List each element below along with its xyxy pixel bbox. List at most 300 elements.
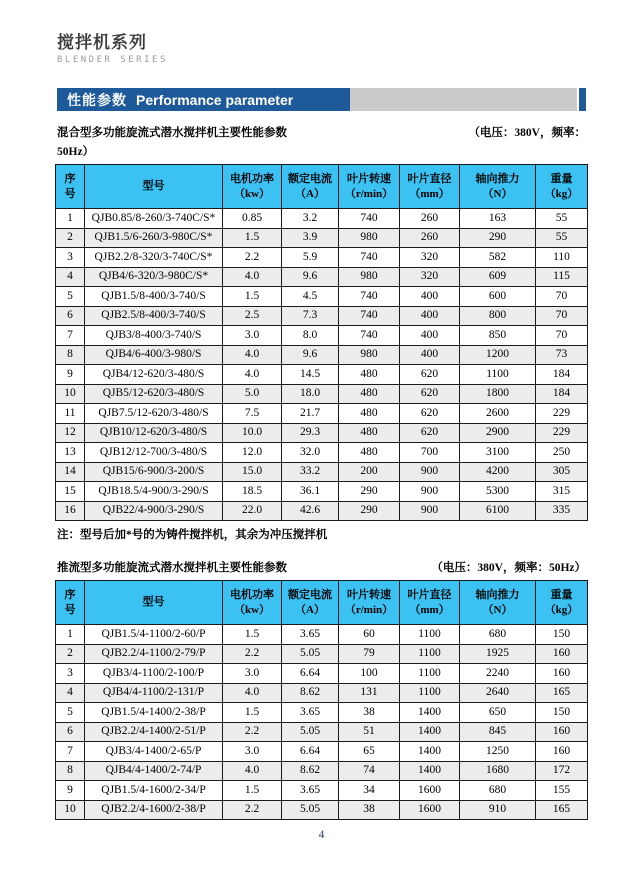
cell-weight: 165 <box>536 683 588 703</box>
cell-axial-thrust: 2600 <box>460 404 536 424</box>
cell-blade-speed: 79 <box>339 644 400 664</box>
cell-axial-thrust: 600 <box>460 287 536 307</box>
cell-model: QJB4/4-1400/2-74/P <box>85 761 223 781</box>
column-header <box>460 165 536 209</box>
cell-weight: 115 <box>536 267 588 287</box>
brand-header <box>57 28 586 65</box>
cell-index: 15 <box>56 482 85 502</box>
cell-model: QJB3/8-400/3-740/S <box>85 326 223 346</box>
cell-rated-current: 8.62 <box>282 761 339 781</box>
cell-rated-current: 33.2 <box>282 462 339 482</box>
cell-axial-thrust: 650 <box>460 703 536 723</box>
column-header-label: 叶片直径 <box>407 588 452 601</box>
cell-rated-current: 3.2 <box>282 209 339 229</box>
cell-model: QJB0.85/8-260/3-740C/S* <box>85 209 223 229</box>
table-row <box>56 722 588 742</box>
cell-model: QJB1.5/4-1400/2-38/P <box>85 703 223 723</box>
table-row <box>56 345 588 365</box>
cell-index: 1 <box>56 209 85 229</box>
cell-model: QJB18.5/4-900/3-290/S <box>85 482 223 502</box>
cell-weight: 335 <box>536 501 588 521</box>
cell-model: QJB2.2/8-320/3-740C/S* <box>85 248 223 268</box>
cell-motor-power: 3.0 <box>223 742 282 762</box>
column-header <box>282 581 339 625</box>
cell-rated-current: 21.7 <box>282 404 339 424</box>
cell-blade-diameter: 700 <box>400 443 460 463</box>
column-header <box>282 165 339 209</box>
flow-table-caption-title: 推流型多功能旋流式潜水搅拌机主要性能参数 <box>57 562 287 574</box>
cell-index: 8 <box>56 345 85 365</box>
column-header-unit: （r/min） <box>344 187 394 200</box>
cell-blade-speed: 51 <box>339 722 400 742</box>
cell-axial-thrust: 1200 <box>460 345 536 365</box>
cell-motor-power: 0.85 <box>223 209 282 229</box>
cell-axial-thrust: 910 <box>460 800 536 820</box>
column-header-label: 额定电流 <box>288 172 332 185</box>
column-header-label: 轴向推力 <box>475 172 520 185</box>
section-title-bar-blue <box>57 88 350 111</box>
mix-table-caption <box>57 126 586 140</box>
column-header-unit: （mm） <box>409 187 450 200</box>
cell-rated-current: 3.9 <box>282 228 339 248</box>
cell-index: 6 <box>56 722 85 742</box>
cell-motor-power: 15.0 <box>223 462 282 482</box>
table-row <box>56 326 588 346</box>
column-header <box>56 581 85 625</box>
column-header-label: 轴向推力 <box>475 588 520 601</box>
cell-motor-power: 22.0 <box>223 501 282 521</box>
cell-rated-current: 6.64 <box>282 664 339 684</box>
table-header-row <box>56 581 588 625</box>
cell-axial-thrust: 4200 <box>460 462 536 482</box>
cell-index: 4 <box>56 267 85 287</box>
cell-model: QJB2.2/4-1400/2-51/P <box>85 722 223 742</box>
section-title-bar <box>57 88 586 111</box>
cell-blade-diameter: 900 <box>400 462 460 482</box>
table-row <box>56 209 588 229</box>
flow-blender-performance-table <box>55 580 588 820</box>
cell-motor-power: 4.0 <box>223 683 282 703</box>
column-header-unit: （A） <box>295 187 325 200</box>
cell-axial-thrust: 609 <box>460 267 536 287</box>
column-header <box>85 165 223 209</box>
table-row <box>56 287 588 307</box>
table-row <box>56 683 588 703</box>
column-header <box>400 165 460 209</box>
column-header <box>536 581 588 625</box>
column-header-unit: （kg） <box>544 187 579 200</box>
cell-blade-speed: 980 <box>339 267 400 287</box>
cell-axial-thrust: 6100 <box>460 501 536 521</box>
column-header <box>536 165 588 209</box>
cell-motor-power: 2.2 <box>223 722 282 742</box>
cell-model: QJB4/6-320/3-980C/S* <box>85 267 223 287</box>
cell-blade-diameter: 1400 <box>400 761 460 781</box>
cell-rated-current: 18.0 <box>282 384 339 404</box>
cell-weight: 55 <box>536 228 588 248</box>
cell-index: 9 <box>56 365 85 385</box>
flow-table-caption-voltage: （电压：380V，频率：50Hz） <box>431 562 586 574</box>
cell-index: 1 <box>56 625 85 645</box>
cell-weight: 55 <box>536 209 588 229</box>
cell-motor-power: 4.0 <box>223 267 282 287</box>
column-header-unit: （mm） <box>409 603 450 616</box>
cell-blade-diameter: 400 <box>400 345 460 365</box>
column-header-unit: （N） <box>482 603 513 616</box>
cell-index: 2 <box>56 228 85 248</box>
cell-index: 11 <box>56 404 85 424</box>
cell-blade-diameter: 400 <box>400 287 460 307</box>
cell-model: QJB1.5/6-260/3-980C/S* <box>85 228 223 248</box>
cell-motor-power: 12.0 <box>223 443 282 463</box>
cell-blade-speed: 74 <box>339 761 400 781</box>
mix-table-caption-title: 混合型多功能旋流式潜水搅拌机主要性能参数 <box>57 127 287 139</box>
mix-table-caption-voltage: （电压：380V，频率： <box>468 127 586 139</box>
cell-axial-thrust: 1925 <box>460 644 536 664</box>
cell-blade-diameter: 1400 <box>400 722 460 742</box>
cell-rated-current: 6.64 <box>282 742 339 762</box>
column-header-label: 叶片转速 <box>347 172 391 185</box>
column-header-label: 叶片转速 <box>347 588 391 601</box>
mix-table-caption-frequency: 50Hz） <box>57 146 95 158</box>
cell-weight: 172 <box>536 761 588 781</box>
cell-motor-power: 2.5 <box>223 306 282 326</box>
cell-index: 5 <box>56 287 85 307</box>
cell-weight: 229 <box>536 404 588 424</box>
table-row <box>56 501 588 521</box>
cell-blade-speed: 740 <box>339 326 400 346</box>
cell-blade-speed: 131 <box>339 683 400 703</box>
cell-blade-diameter: 260 <box>400 228 460 248</box>
cell-weight: 73 <box>536 345 588 365</box>
cell-model: QJB12/12-700/3-480/S <box>85 443 223 463</box>
column-header <box>460 581 536 625</box>
column-header-unit: （A） <box>295 603 325 616</box>
column-header-label: 序 <box>64 172 76 185</box>
column-header <box>339 165 400 209</box>
cell-blade-diameter: 1600 <box>400 800 460 820</box>
cell-blade-speed: 65 <box>339 742 400 762</box>
cell-rated-current: 5.9 <box>282 248 339 268</box>
cell-rated-current: 7.3 <box>282 306 339 326</box>
cell-model: QJB1.5/8-400/3-740/S <box>85 287 223 307</box>
cell-model: QJB3/4-1100/2-100/P <box>85 664 223 684</box>
column-header-label: 重量 <box>550 588 573 601</box>
cell-index: 5 <box>56 703 85 723</box>
cell-blade-speed: 38 <box>339 703 400 723</box>
table-row <box>56 228 588 248</box>
cell-axial-thrust: 5300 <box>460 482 536 502</box>
cell-rated-current: 3.65 <box>282 781 339 801</box>
cell-blade-diameter: 1400 <box>400 742 460 762</box>
cell-index: 2 <box>56 644 85 664</box>
cell-weight: 165 <box>536 800 588 820</box>
table-row <box>56 703 588 723</box>
cell-blade-speed: 34 <box>339 781 400 801</box>
cell-model: QJB15/6-900/3-200/S <box>85 462 223 482</box>
cell-weight: 70 <box>536 326 588 346</box>
section-bar-endcap <box>579 88 586 111</box>
cell-model: QJB1.5/4-1600/2-34/P <box>85 781 223 801</box>
cell-weight: 160 <box>536 644 588 664</box>
column-header <box>339 581 400 625</box>
flow-table-caption <box>57 561 586 575</box>
cell-weight: 150 <box>536 703 588 723</box>
section-bar-gray-fill <box>350 88 577 111</box>
cell-model: QJB4/12-620/3-480/S <box>85 365 223 385</box>
cell-axial-thrust: 3100 <box>460 443 536 463</box>
cell-model: QJB4/4-1100/2-131/P <box>85 683 223 703</box>
column-header <box>223 581 282 625</box>
column-header-label: 型号 <box>142 596 165 608</box>
cell-motor-power: 5.0 <box>223 384 282 404</box>
cell-motor-power: 1.5 <box>223 287 282 307</box>
cell-blade-speed: 480 <box>339 365 400 385</box>
cell-rated-current: 5.05 <box>282 722 339 742</box>
cell-blade-diameter: 900 <box>400 501 460 521</box>
cell-blade-speed: 60 <box>339 625 400 645</box>
cell-blade-diameter: 1100 <box>400 664 460 684</box>
cell-blade-speed: 480 <box>339 443 400 463</box>
cell-axial-thrust: 850 <box>460 326 536 346</box>
table-header-row <box>56 165 588 209</box>
cell-axial-thrust: 2240 <box>460 664 536 684</box>
cell-motor-power: 3.0 <box>223 326 282 346</box>
cell-blade-diameter: 1100 <box>400 683 460 703</box>
cell-blade-diameter: 1100 <box>400 625 460 645</box>
table-row <box>56 248 588 268</box>
cell-weight: 229 <box>536 423 588 443</box>
cell-motor-power: 1.5 <box>223 625 282 645</box>
table-row <box>56 644 588 664</box>
cell-model: QJB2.5/8-400/3-740/S <box>85 306 223 326</box>
cell-blade-diameter: 620 <box>400 384 460 404</box>
cell-blade-diameter: 620 <box>400 404 460 424</box>
cell-rated-current: 36.1 <box>282 482 339 502</box>
cell-blade-diameter: 400 <box>400 326 460 346</box>
header-row <box>56 165 588 209</box>
cell-blade-speed: 200 <box>339 462 400 482</box>
cell-motor-power: 18.5 <box>223 482 282 502</box>
cell-blade-speed: 740 <box>339 248 400 268</box>
cell-index: 12 <box>56 423 85 443</box>
cell-blade-speed: 38 <box>339 800 400 820</box>
table-row <box>56 365 588 385</box>
cell-motor-power: 2.2 <box>223 248 282 268</box>
cell-motor-power: 1.5 <box>223 228 282 248</box>
cell-model: QJB2.2/4-1100/2-79/P <box>85 644 223 664</box>
cell-motor-power: 1.5 <box>223 703 282 723</box>
table-row <box>56 761 588 781</box>
table-row <box>56 384 588 404</box>
cell-weight: 70 <box>536 306 588 326</box>
cell-model: QJB2.2/4-1600/2-38/P <box>85 800 223 820</box>
cell-rated-current: 42.6 <box>282 501 339 521</box>
cell-axial-thrust: 290 <box>460 228 536 248</box>
table-row <box>56 267 588 287</box>
cell-model: QJB10/12-620/3-480/S <box>85 423 223 443</box>
cell-blade-speed: 480 <box>339 423 400 443</box>
cell-index: 13 <box>56 443 85 463</box>
cell-axial-thrust: 680 <box>460 625 536 645</box>
cell-index: 7 <box>56 742 85 762</box>
cell-model: QJB22/4-900/3-290/S <box>85 501 223 521</box>
cell-model: QJB1.5/4-1100/2-60/P <box>85 625 223 645</box>
cell-axial-thrust: 582 <box>460 248 536 268</box>
cell-blade-diameter: 1100 <box>400 644 460 664</box>
cell-rated-current: 29.3 <box>282 423 339 443</box>
cell-blade-speed: 480 <box>339 384 400 404</box>
cell-model: QJB4/6-400/3-980/S <box>85 345 223 365</box>
cell-index: 6 <box>56 306 85 326</box>
column-header-label: 序 <box>64 588 76 601</box>
cell-weight: 315 <box>536 482 588 502</box>
column-header-unit: （kw） <box>233 603 271 616</box>
cell-weight: 184 <box>536 384 588 404</box>
cell-blade-diameter: 320 <box>400 267 460 287</box>
table-row <box>56 306 588 326</box>
cell-model: QJB3/4-1400/2-65/P <box>85 742 223 762</box>
cell-axial-thrust: 2640 <box>460 683 536 703</box>
cell-rated-current: 14.5 <box>282 365 339 385</box>
cell-blade-diameter: 620 <box>400 423 460 443</box>
cell-blade-diameter: 320 <box>400 248 460 268</box>
cell-blade-speed: 290 <box>339 482 400 502</box>
cell-motor-power: 4.0 <box>223 365 282 385</box>
cell-blade-diameter: 620 <box>400 365 460 385</box>
cell-motor-power: 2.2 <box>223 800 282 820</box>
cell-axial-thrust: 163 <box>460 209 536 229</box>
table-body <box>56 209 588 521</box>
table-body <box>56 625 588 820</box>
cell-rated-current: 9.6 <box>282 345 339 365</box>
column-header <box>400 581 460 625</box>
cell-weight: 150 <box>536 625 588 645</box>
mix-blender-performance-table <box>55 164 588 521</box>
cell-index: 14 <box>56 462 85 482</box>
column-header-label: 型号 <box>142 180 165 192</box>
cell-motor-power: 10.0 <box>223 423 282 443</box>
cell-axial-thrust: 680 <box>460 781 536 801</box>
cell-rated-current: 8.62 <box>282 683 339 703</box>
cell-blade-diameter: 1600 <box>400 781 460 801</box>
column-header-label: 电机功率 <box>230 172 274 185</box>
cell-blade-speed: 290 <box>339 501 400 521</box>
column-header-label: 电机功率 <box>230 588 274 601</box>
cell-blade-diameter: 1400 <box>400 703 460 723</box>
cell-blade-diameter: 260 <box>400 209 460 229</box>
cell-axial-thrust: 1100 <box>460 365 536 385</box>
cell-motor-power: 7.5 <box>223 404 282 424</box>
table-row <box>56 625 588 645</box>
cell-blade-speed: 740 <box>339 209 400 229</box>
table-row <box>56 742 588 762</box>
table-row <box>56 781 588 801</box>
cell-axial-thrust: 845 <box>460 722 536 742</box>
column-header <box>85 581 223 625</box>
catalog-page <box>0 28 643 891</box>
cell-blade-speed: 100 <box>339 664 400 684</box>
table-row <box>56 800 588 820</box>
column-header-unit: 号 <box>64 603 76 616</box>
section-title-zh: 性能参数 <box>67 91 127 108</box>
cell-weight: 155 <box>536 781 588 801</box>
cell-rated-current: 3.65 <box>282 625 339 645</box>
cell-index: 8 <box>56 761 85 781</box>
cell-blade-speed: 480 <box>339 404 400 424</box>
cell-blade-speed: 980 <box>339 345 400 365</box>
brand-title: 搅拌机系列 <box>57 33 147 52</box>
cell-rated-current: 8.0 <box>282 326 339 346</box>
header-row <box>56 581 588 625</box>
page-number: 4 <box>318 829 325 841</box>
cell-rated-current: 5.05 <box>282 644 339 664</box>
cell-weight: 250 <box>536 443 588 463</box>
cell-motor-power: 2.2 <box>223 644 282 664</box>
cell-blade-speed: 740 <box>339 287 400 307</box>
cell-blade-diameter: 400 <box>400 306 460 326</box>
cell-motor-power: 3.0 <box>223 664 282 684</box>
cell-motor-power: 4.0 <box>223 761 282 781</box>
cell-weight: 305 <box>536 462 588 482</box>
table-row <box>56 404 588 424</box>
cell-motor-power: 4.0 <box>223 345 282 365</box>
cell-index: 7 <box>56 326 85 346</box>
column-header-label: 额定电流 <box>288 588 332 601</box>
cell-rated-current: 5.05 <box>282 800 339 820</box>
cell-motor-power: 1.5 <box>223 781 282 801</box>
table-row <box>56 423 588 443</box>
mix-table-note: 注：型号后加*号的为铸件搅拌机，其余为冲压搅拌机 <box>57 529 328 541</box>
cell-rated-current: 32.0 <box>282 443 339 463</box>
column-header-label: 重量 <box>550 172 573 185</box>
column-header-unit: （kg） <box>544 603 579 616</box>
cell-model: QJB5/12-620/3-480/S <box>85 384 223 404</box>
table-row <box>56 664 588 684</box>
table-row <box>56 443 588 463</box>
column-header <box>223 165 282 209</box>
column-header-unit: 号 <box>64 187 76 200</box>
column-header-unit: （r/min） <box>344 603 394 616</box>
cell-blade-speed: 740 <box>339 306 400 326</box>
column-header <box>56 165 85 209</box>
cell-index: 9 <box>56 781 85 801</box>
cell-index: 10 <box>56 800 85 820</box>
column-header-unit: （kw） <box>233 187 271 200</box>
cell-axial-thrust: 1800 <box>460 384 536 404</box>
cell-axial-thrust: 2900 <box>460 423 536 443</box>
column-header-unit: （N） <box>482 187 513 200</box>
cell-weight: 184 <box>536 365 588 385</box>
cell-rated-current: 4.5 <box>282 287 339 307</box>
cell-model: QJB7.5/12-620/3-480/S <box>85 404 223 424</box>
section-title-en: Performance parameter <box>136 91 294 108</box>
cell-index: 3 <box>56 664 85 684</box>
cell-rated-current: 9.6 <box>282 267 339 287</box>
cell-index: 3 <box>56 248 85 268</box>
cell-index: 4 <box>56 683 85 703</box>
cell-blade-speed: 980 <box>339 228 400 248</box>
cell-weight: 70 <box>536 287 588 307</box>
cell-axial-thrust: 1680 <box>460 761 536 781</box>
brand-subtitle: BLENDER SERIES <box>57 55 168 65</box>
cell-weight: 160 <box>536 742 588 762</box>
table-row <box>56 462 588 482</box>
cell-weight: 110 <box>536 248 588 268</box>
cell-rated-current: 3.65 <box>282 703 339 723</box>
cell-axial-thrust: 1250 <box>460 742 536 762</box>
cell-blade-diameter: 900 <box>400 482 460 502</box>
